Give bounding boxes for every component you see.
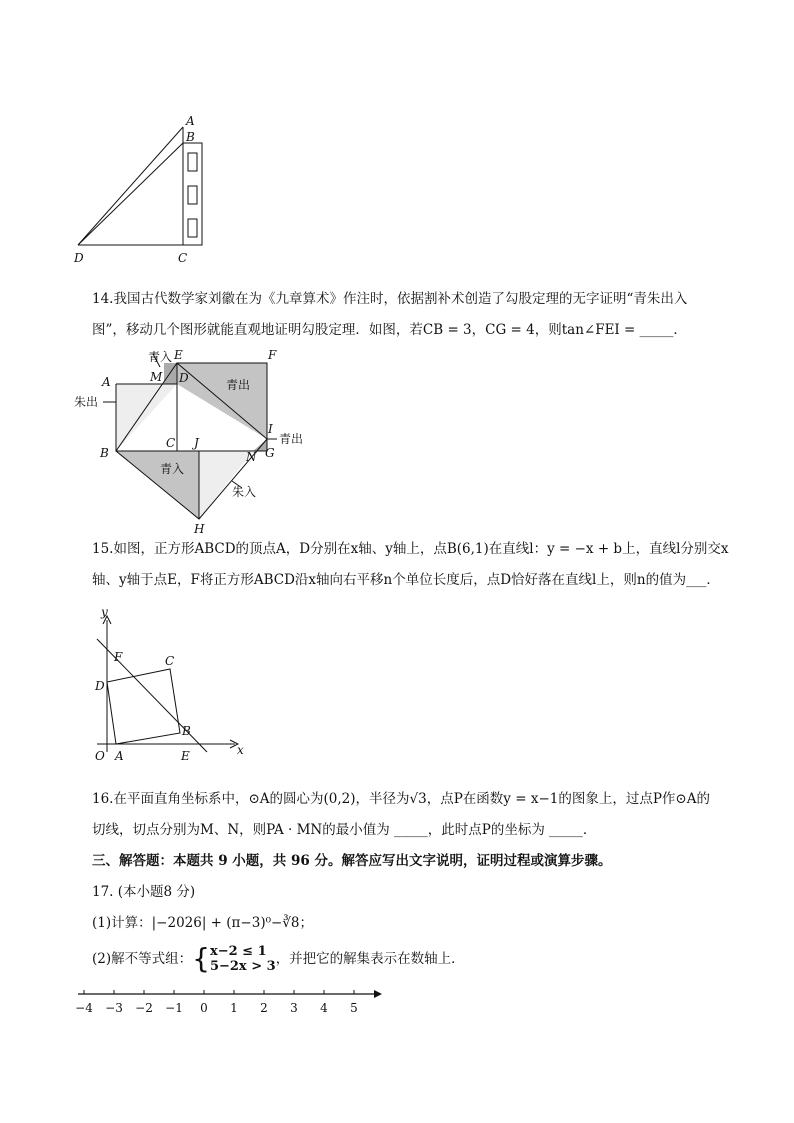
- label-d: D: [74, 251, 84, 265]
- q17-part-2-prefix: (2)解不等式组：: [92, 951, 193, 967]
- window-3: [188, 219, 197, 237]
- tick-label: 0: [200, 1001, 208, 1015]
- label-a: A: [186, 114, 195, 128]
- label-y: y: [101, 605, 108, 619]
- label-e: E: [174, 348, 183, 362]
- inequality-lines: [210, 944, 276, 974]
- tick-label: 4: [320, 1001, 328, 1015]
- label-x: x: [237, 743, 244, 757]
- label-c: C: [165, 654, 175, 668]
- label-f: F: [114, 650, 123, 664]
- label-qing-ru-bottom: 青入: [160, 462, 185, 476]
- q15-line-2: 轴、y轴于点E，F将正方形ABCD沿x轴向右平移n个单位长度后，点D恰好落在直线l上，则n的值为___．: [92, 572, 720, 588]
- label-zhu-chu: 朱出: [74, 395, 99, 409]
- q17-part-2-suffix: ，并把它的解集表示在数轴上．: [275, 951, 465, 967]
- q14-line-1: 14.我国古代数学家刘徽在为《九章算术》作注时，依据割补术创造了勾股定理的无字证明“青朱出入: [92, 291, 688, 307]
- label-i: I: [268, 422, 273, 436]
- q17-part-2: [92, 944, 465, 978]
- label-m: M: [150, 370, 163, 384]
- window-2: [188, 186, 197, 204]
- label-d: D: [179, 371, 189, 385]
- section-3-heading: 三、解答题：本题共 9 小题，共 96 分。解答应写出文字说明，证明过程或演算步骤。: [92, 853, 612, 869]
- number-line-arrow: [374, 990, 382, 998]
- label-c: C: [166, 436, 176, 450]
- q14-line-2: 图”，移动几个图形就能直观地证明勾股定理．如图，若CB = 3，CG = 4，则tan∠FEI = _____．: [92, 322, 687, 338]
- label-f: F: [268, 348, 277, 362]
- label-j: J: [194, 436, 199, 450]
- label-zhu-ru: 朱入: [232, 485, 257, 499]
- q16-line-1: 16.在平面直角坐标系中，⊙A的圆心为(0,2)，半径为√3，点P在函数y = x−1的图象上，过点P作⊙A的: [92, 791, 710, 807]
- building: [183, 143, 202, 245]
- square-abcd: [107, 669, 180, 744]
- label-b: B: [100, 446, 109, 460]
- q17-header: 17. (本小题8 分): [92, 884, 196, 900]
- label-c: C: [178, 251, 188, 265]
- inequality-system: {: [192, 942, 210, 975]
- number-line: [70, 982, 390, 1022]
- label-qing-chu-right: 青出: [279, 432, 304, 446]
- q17-part-1: (1)计算：|−2026| + (π−3)⁰−∛8；: [92, 915, 314, 931]
- label-e: E: [181, 749, 190, 763]
- tick-label: −2: [135, 1001, 153, 1015]
- inequality-2: 5−2x > 3: [209, 959, 276, 974]
- tick-label: −4: [75, 1001, 93, 1015]
- inequality-1: x−2 ≤ 1: [209, 944, 267, 959]
- figure-q13: [70, 112, 220, 272]
- window-1: [188, 153, 197, 171]
- tick-label: 2: [260, 1001, 268, 1015]
- label-b: B: [182, 724, 191, 738]
- figure-q15: [85, 602, 250, 767]
- label-qing-chu-center: 青出: [226, 378, 251, 392]
- tick-label: 5: [350, 1001, 358, 1015]
- q15-line-1: 15.如图，正方形ABCD的顶点A，D分别在x轴、y轴上，点B(6,1)在直线l：y = −x + b上，直线l分别交x: [92, 541, 729, 557]
- label-g: G: [265, 446, 275, 460]
- label-b: B: [186, 130, 195, 144]
- label-d: D: [95, 679, 105, 693]
- label-qing-ru-top: 青入: [148, 350, 173, 364]
- tick-label: −3: [105, 1001, 123, 1015]
- tick-label: 1: [230, 1001, 238, 1015]
- figure-q14-qingzhu: [70, 345, 320, 535]
- label-o: O: [95, 749, 105, 763]
- label-a: A: [102, 375, 111, 389]
- label-h: H: [194, 522, 205, 535]
- q16-line-2: 切线，切点分别为M、N，则PA · MN的最小值为 _____，此时点P的坐标为 _____．: [92, 822, 597, 838]
- label-a: A: [115, 749, 124, 763]
- tick-label: −1: [165, 1001, 183, 1015]
- label-n: N: [246, 450, 257, 464]
- line-db: [78, 143, 183, 245]
- line-da: [78, 127, 183, 245]
- tick-label: 3: [290, 1001, 298, 1015]
